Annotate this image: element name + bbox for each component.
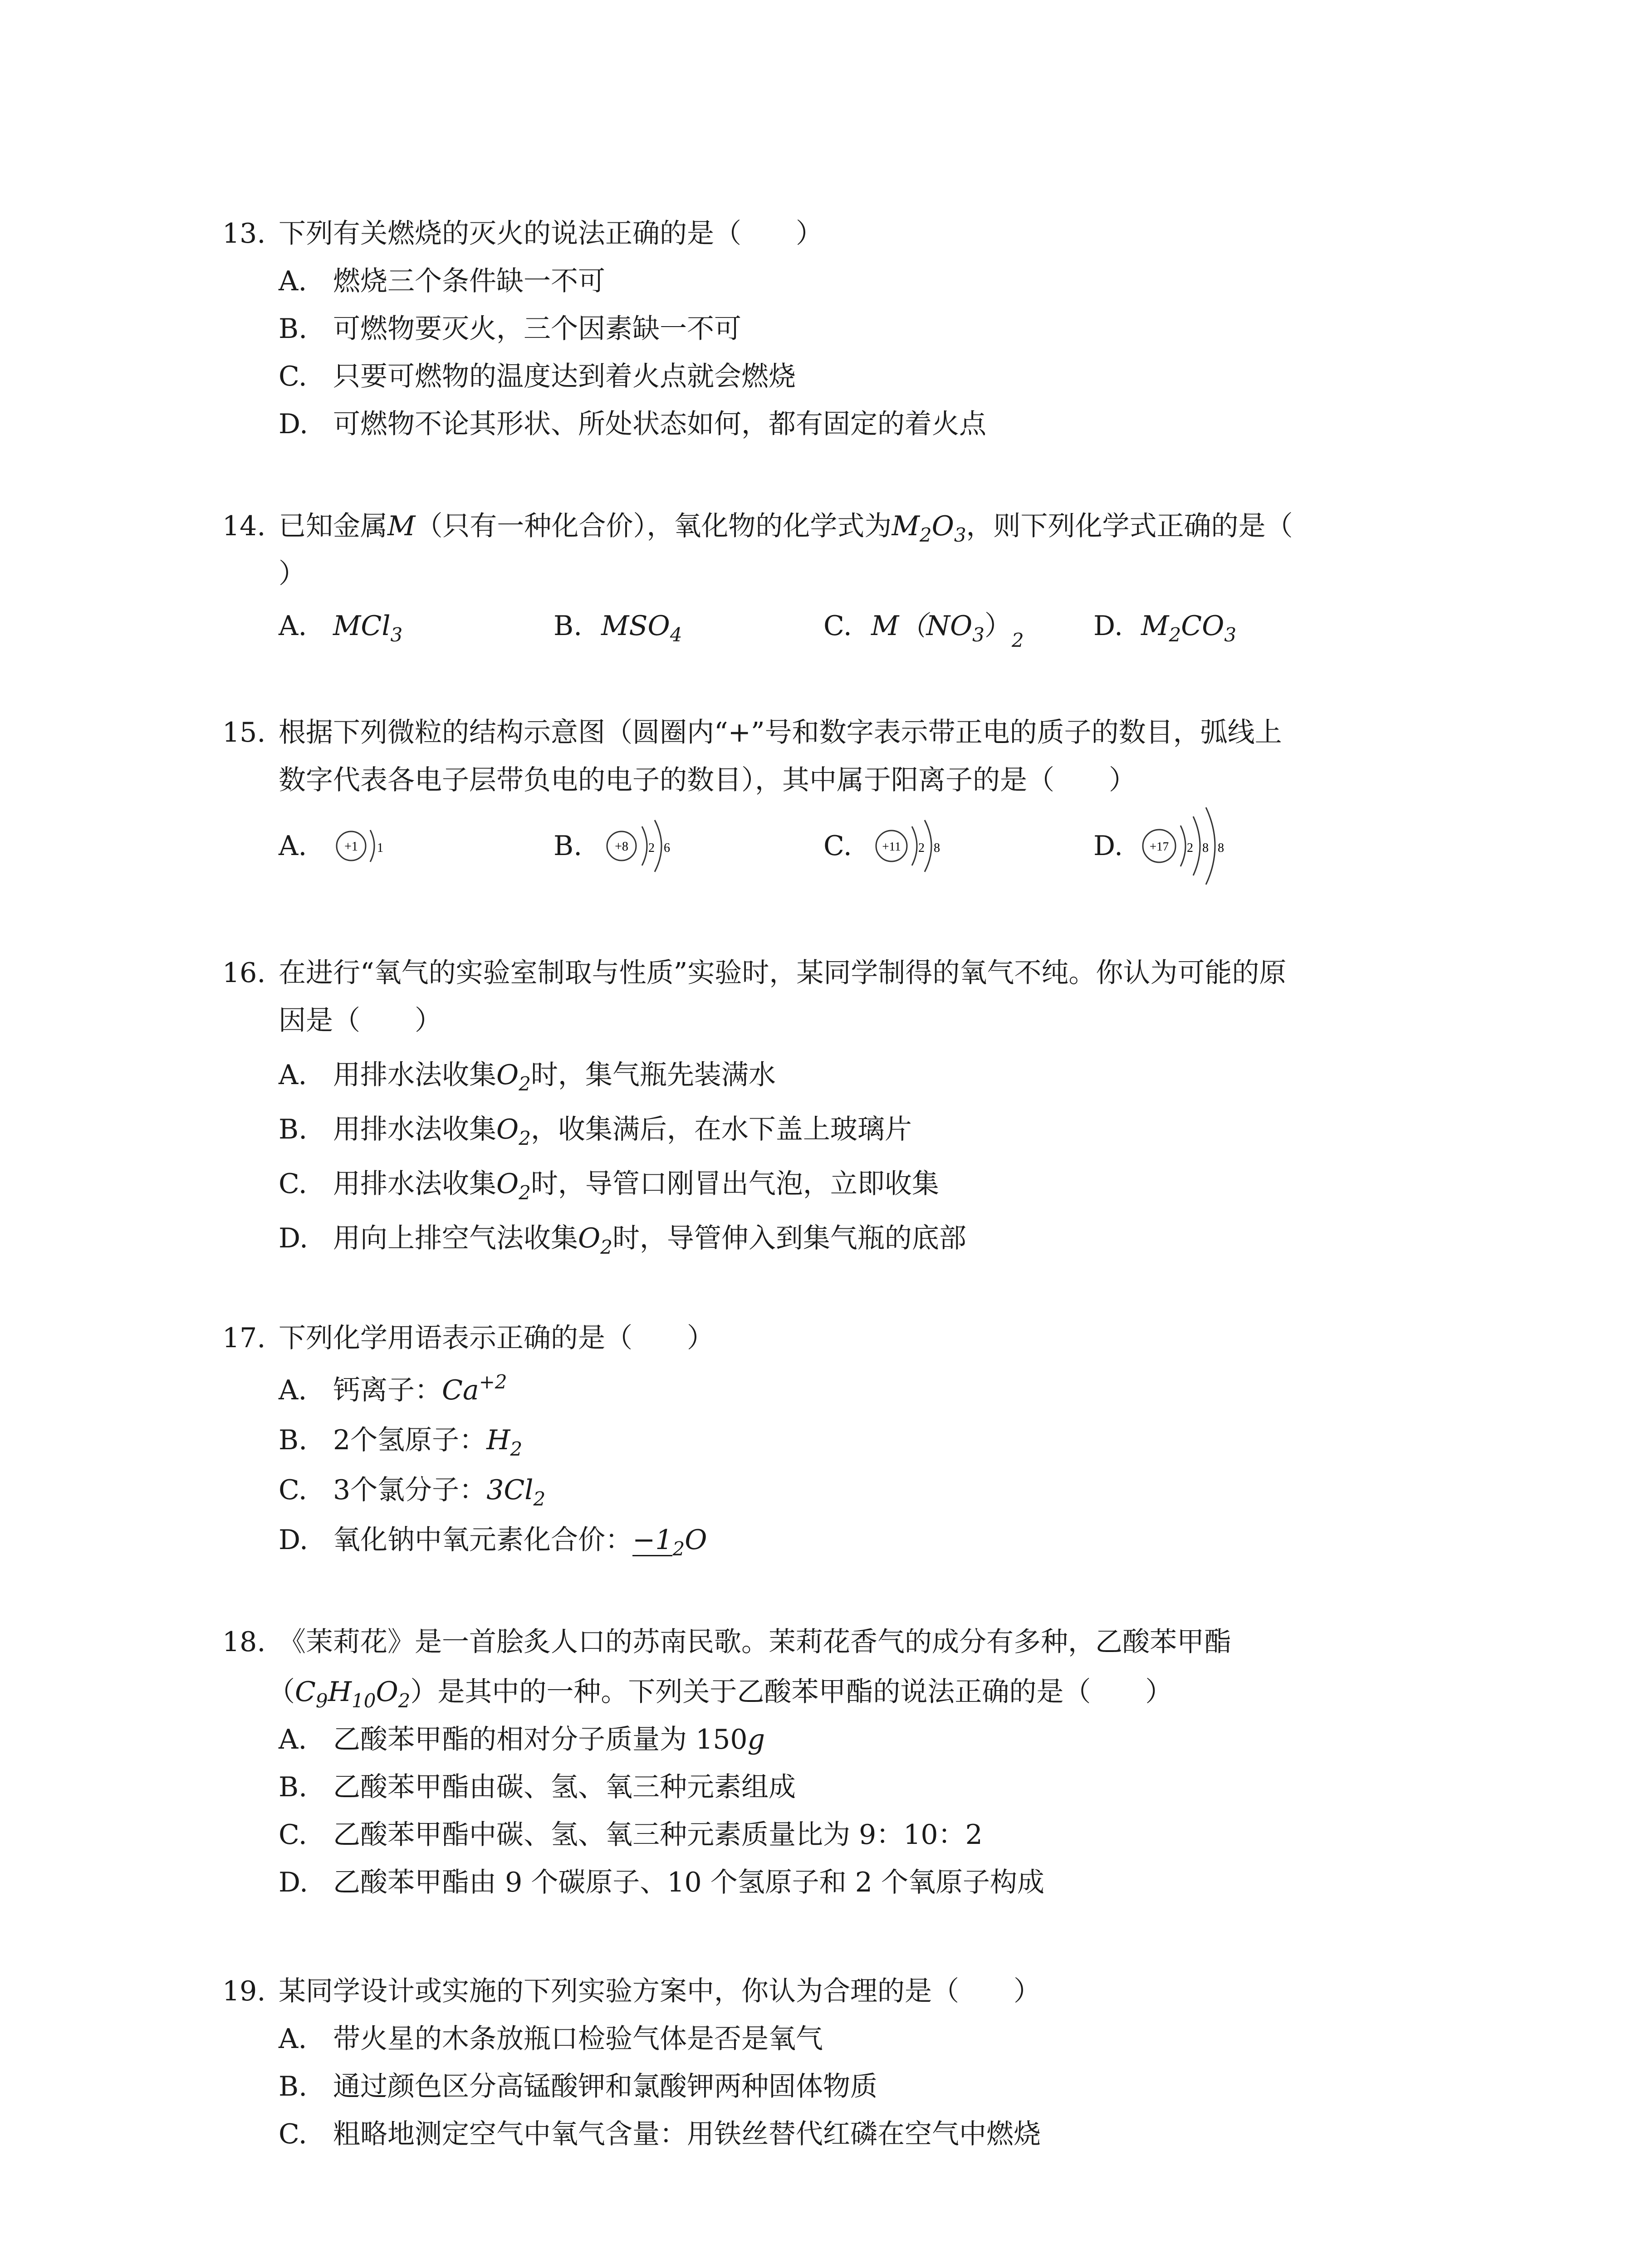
option-text: 用排水法收集 (333, 1059, 496, 1091)
electron-shell (642, 826, 647, 865)
option-text: 乙酸苯甲酯中碳、氢、氧三种元素质量比为 9：10：2 (333, 1819, 983, 1851)
atom-diagram-a (333, 816, 469, 898)
option-label: B. (279, 1771, 308, 1803)
question-14-continuation: ） (279, 558, 306, 590)
option-label: D. (279, 1524, 309, 1556)
subscript: 2 (600, 1236, 612, 1258)
formula-text: NO (926, 610, 973, 642)
formula-text: H (486, 1424, 510, 1456)
q16-option-a (279, 1052, 776, 1098)
stem-text: ）是其中的一种。下列关于乙酸苯甲酯的说法正确的是（ ） (410, 1676, 1173, 1708)
option-label: C. (279, 1819, 307, 1851)
option-label: B. (279, 1424, 308, 1456)
formula-text: O (931, 510, 954, 542)
shell-electrons: 8 (1218, 841, 1224, 855)
q19-option-c (279, 2112, 1041, 2157)
option-text: 时，导管伸入到集气瓶的底部 (612, 1222, 966, 1254)
electron-shell (1193, 816, 1200, 875)
q18-option-d (279, 1860, 1044, 1905)
q17-option-b (279, 1418, 522, 1463)
q13-option-c (279, 354, 796, 399)
option-text: 乙酸苯甲酯由碳、氢、氧三种元素组成 (333, 1771, 796, 1803)
option-text: 乙酸苯甲酯的相对分子质量为 150 (333, 1724, 748, 1755)
question-number: 14. (222, 510, 266, 542)
q17-option-a (279, 1368, 507, 1413)
q14-option-b (554, 603, 682, 649)
option-text: 只要可燃物的温度达到着火点就会燃烧 (333, 361, 796, 392)
option-label: A. (279, 1724, 307, 1755)
question-13-stem (222, 211, 823, 256)
question-16-stem (222, 950, 1286, 996)
formula-text: ） (984, 610, 1012, 642)
formula-text: O (496, 1114, 519, 1145)
option-text: 带火星的木条放瓶口检验气体是否是氧气 (333, 2023, 823, 2055)
atom-diagram-d (1139, 805, 1284, 905)
formula-m2o3 (892, 510, 966, 546)
q14-option-c (823, 603, 1024, 649)
shell-electrons: 1 (377, 841, 383, 855)
option-label: C. (823, 610, 852, 642)
formula-text: M (387, 510, 416, 542)
question-number: 13. (222, 218, 266, 249)
option-label: B. (554, 610, 583, 642)
option-text: 用排水法收集 (333, 1168, 496, 1200)
question-number: 15. (222, 717, 266, 748)
shell-electrons: 8 (934, 841, 940, 855)
subscript: 3 (954, 524, 966, 546)
formula-text: 3Cl (486, 1474, 534, 1506)
question-15-stem (222, 710, 1282, 755)
nucleus-charge: +8 (615, 840, 628, 854)
option-text: 通过颜色区分高锰酸钾和氯酸钾两种固体物质 (333, 2071, 877, 2102)
subscript: 3 (390, 624, 403, 646)
formula-text: Ca (442, 1374, 479, 1406)
subscript: 2 (519, 1073, 531, 1095)
subscript: 9 (315, 1690, 328, 1712)
formula-text: O (376, 1676, 398, 1708)
formula-text: O (496, 1059, 519, 1091)
q14-option-a (279, 603, 402, 649)
unit-text: g (747, 1724, 765, 1755)
q17-option-d (279, 1517, 707, 1563)
option-label: C. (823, 830, 852, 862)
stem-text: 某同学设计或实施的下列实验方案中，你认为合理的是（ ） (279, 1975, 1041, 2007)
formula-text: O (578, 1222, 601, 1254)
nucleus-charge: +11 (882, 840, 901, 853)
formula-text: MCl (333, 610, 391, 642)
q15-option-b (554, 823, 780, 905)
nucleus-charge: +1 (344, 840, 358, 854)
valence-notation (632, 1517, 672, 1563)
option-label: A. (279, 1374, 307, 1406)
stem-text: ，则下列化学式正确的是（ (966, 510, 1293, 542)
subscript: 10 (351, 1690, 376, 1712)
q14-option-d (1093, 603, 1236, 649)
subscript: 3 (972, 624, 985, 646)
option-text: 燃烧三个条件缺一不可 (333, 265, 605, 297)
electron-shell (370, 830, 374, 862)
formula-text: H (328, 1676, 352, 1708)
question-19-stem (222, 1969, 1041, 2014)
option-text: 3个氯分子： (333, 1474, 487, 1506)
option-text: 可燃物要灭火，三个因素缺一不可 (333, 313, 741, 345)
stem-text: 已知金属 (279, 510, 387, 542)
question-15-continuation: 数字代表各电子层带负电的电子的数目），其中属于阳离子的是（ ） (279, 764, 1136, 796)
option-label: D. (1093, 610, 1123, 642)
option-text: 2个氢原子： (333, 1424, 487, 1456)
formula-text: M（ (871, 610, 926, 642)
stem-text: 下列有关燃烧的灭火的说法正确的是（ ） (279, 218, 823, 249)
stem-text: 根据下列微粒的结构示意图（圆圈内“+”号和数字表示带正电的质子的数目，弧线上 (279, 717, 1282, 748)
subscript: 2 (1169, 624, 1181, 646)
option-label: D. (1093, 830, 1123, 862)
option-label: D. (279, 1867, 309, 1898)
q13-option-b (279, 306, 741, 352)
q17-option-c (279, 1467, 545, 1513)
question-number: 19. (222, 1975, 266, 2007)
question-16-continuation: 因是（ ） (279, 1005, 442, 1036)
q16-option-b (279, 1107, 912, 1152)
subscript: 2 (510, 1438, 523, 1460)
shell-electrons: 6 (664, 841, 670, 855)
question-number: 16. (222, 957, 266, 989)
formula-text: MSO (601, 610, 670, 642)
stem-text: （只有一种化合价），氧化物的化学式为 (415, 510, 892, 542)
option-label: D. (279, 408, 309, 440)
subscript: 4 (670, 624, 682, 646)
option-text: 粗略地测定空气中氧气含量：用铁丝替代红磷在空气中燃烧 (333, 2118, 1041, 2150)
nucleus-charge: +17 (1149, 840, 1169, 853)
option-label: A. (279, 265, 307, 297)
subscript: 2 (519, 1127, 531, 1149)
option-label: C. (279, 1474, 307, 1506)
option-text: 用排水法收集 (333, 1114, 496, 1145)
formula-text: O (496, 1168, 519, 1200)
stem-text: 《茉莉花》是一首脍炙人口的苏南民歌。茉莉花香气的成分有多种，乙酸苯甲酯 (279, 1626, 1231, 1658)
shell-electrons: 2 (1187, 841, 1193, 855)
subscript: 2 (1011, 629, 1024, 651)
option-label: A. (279, 1059, 307, 1091)
q19-option-b (279, 2064, 877, 2109)
electron-shell (925, 820, 931, 872)
formula-text: M (1141, 610, 1169, 642)
subscript: 2 (519, 1182, 531, 1204)
subscript: 2 (919, 524, 932, 546)
option-label: B. (554, 830, 583, 862)
option-text: 时，导管口刚冒出气泡，立即收集 (530, 1168, 939, 1200)
subscript: 2 (533, 1488, 546, 1510)
option-label: C. (279, 361, 307, 392)
option-text: 用向上排空气法收集 (333, 1222, 578, 1254)
q13-option-a (279, 259, 605, 304)
formula-text: M (892, 510, 920, 542)
q16-option-d (279, 1216, 966, 1261)
option-text: ，收集满后，在水下盖上玻璃片 (530, 1114, 912, 1145)
question-number: 17. (222, 1322, 266, 1354)
option-label: A. (279, 2023, 307, 2055)
subscript: 3 (1224, 624, 1237, 646)
question-18-continuation (268, 1669, 1172, 1715)
formula-text: O (685, 1524, 707, 1556)
option-label: D. (279, 1222, 309, 1254)
option-text: 可燃物不论其形状、所处状态如何，都有固定的着火点 (333, 408, 986, 440)
question-18-stem (222, 1619, 1231, 1665)
shell-electrons: 8 (1202, 841, 1209, 855)
q16-option-c (279, 1161, 939, 1207)
option-label: B. (279, 313, 308, 345)
q19-option-a (279, 2016, 823, 2062)
superscript: +2 (479, 1371, 507, 1393)
stem-text: 在进行“氧气的实验室制取与性质”实验时，某同学制得的氧气不纯。你认为可能的原 (279, 957, 1287, 989)
q15-option-c (823, 823, 1050, 905)
electron-shell (655, 820, 661, 872)
formula-text: C (295, 1676, 316, 1708)
q15-option-d (1093, 823, 1320, 923)
electron-shell (912, 826, 917, 865)
shell-electrons: 2 (918, 841, 925, 855)
option-label: A. (279, 610, 307, 642)
option-label: A. (279, 830, 307, 862)
option-label: B. (279, 1114, 308, 1145)
stem-text: 下列化学用语表示正确的是（ ） (279, 1322, 714, 1354)
option-label: C. (279, 2118, 307, 2150)
electron-shell (1181, 826, 1185, 866)
question-14-stem (222, 503, 1293, 549)
atom-diagram-c (871, 816, 1007, 898)
subscript: 2 (672, 1538, 685, 1560)
q15-option-a (279, 823, 505, 905)
option-text: 乙酸苯甲酯由 9 个碳原子、10 个氢原子和 2 个氧原子构成 (333, 1867, 1045, 1898)
shell-electrons: 2 (648, 841, 655, 855)
q13-option-d (279, 401, 986, 447)
question-number: 18. (222, 1626, 266, 1658)
valence-bar (632, 1555, 672, 1556)
q18-option-c (279, 1812, 983, 1857)
subscript: 2 (398, 1690, 411, 1712)
formula-text: CO (1181, 610, 1225, 642)
option-text: 时，集气瓶先装满水 (530, 1059, 776, 1091)
q18-option-b (279, 1765, 796, 1810)
q18-option-a (279, 1717, 765, 1762)
question-17-stem (222, 1315, 714, 1361)
stem-text: （ (268, 1676, 295, 1708)
valence-value: −1 (632, 1524, 673, 1556)
option-text: 氧化钠中氧元素化合价： (333, 1524, 632, 1556)
atom-diagram-b (601, 816, 737, 898)
option-text: 钙离子： (333, 1374, 442, 1406)
option-label: C. (279, 1168, 307, 1200)
option-label: B. (279, 2071, 308, 2102)
